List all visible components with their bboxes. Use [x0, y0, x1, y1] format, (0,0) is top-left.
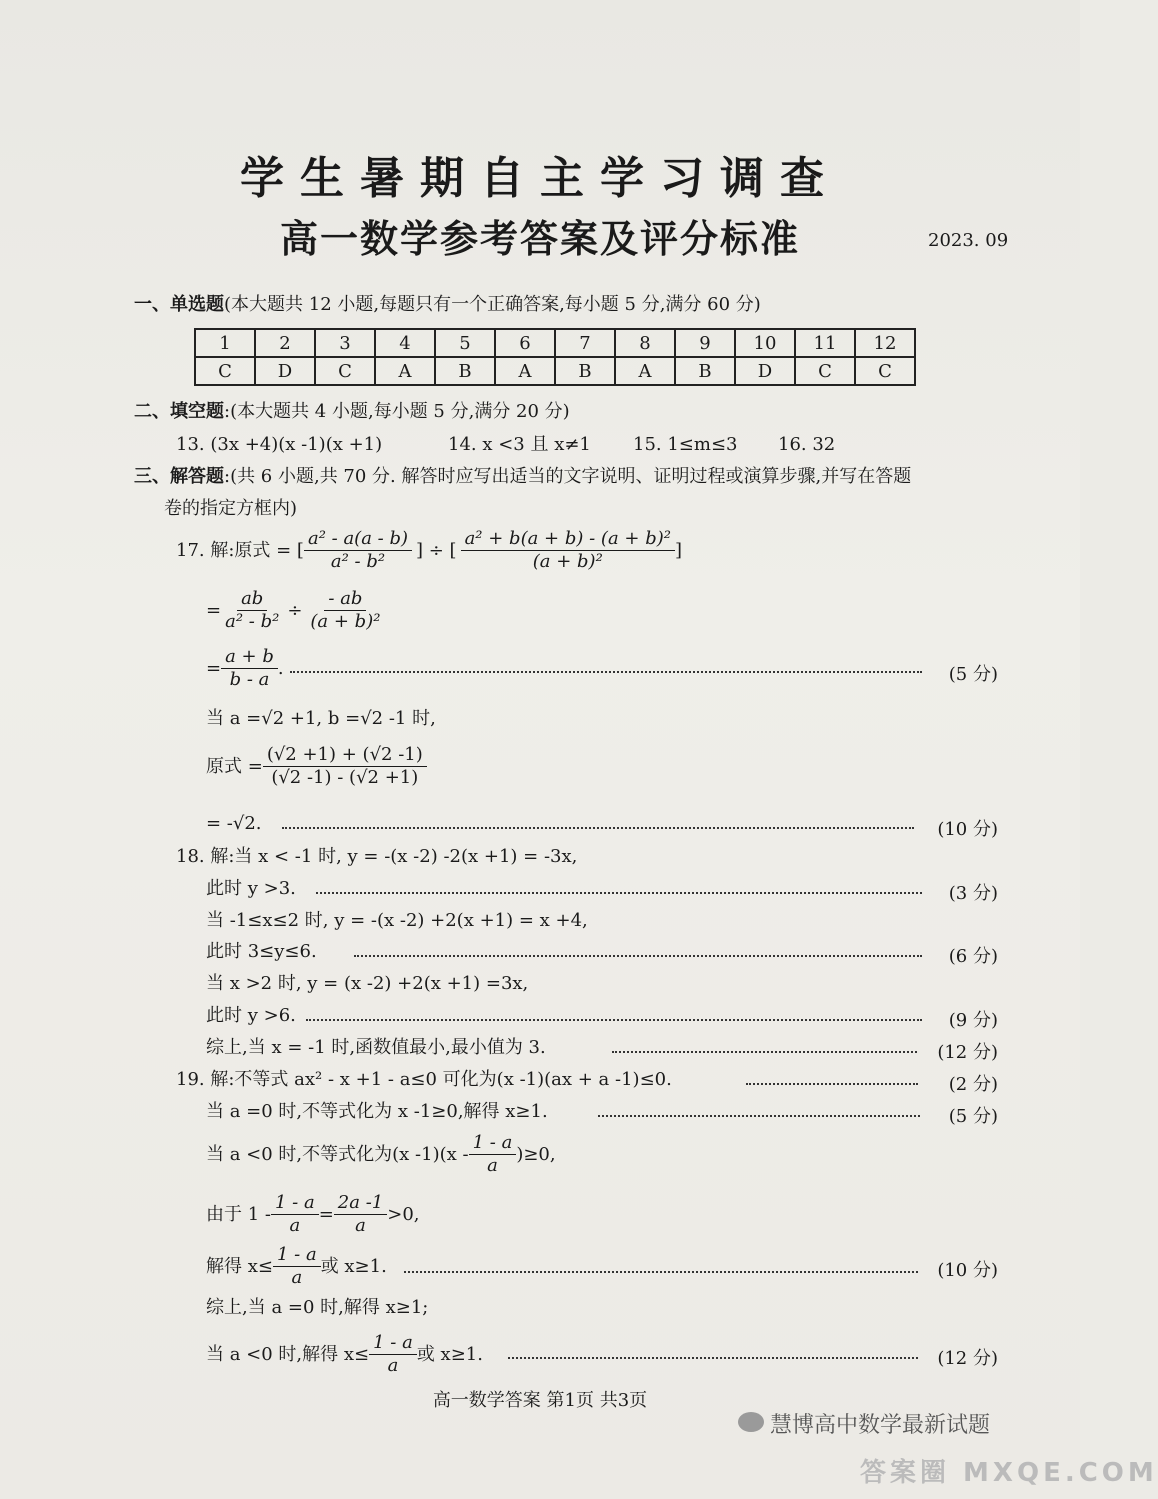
dotted-leader — [508, 1357, 918, 1359]
q18-score4: (12 分) — [937, 1042, 998, 1063]
q19-line5: 解得 x≤ $\frac{1 - a}{a}$ 或 x≥1. — [206, 1244, 387, 1288]
q19-l4-frac2: $\frac{2a -1}{a}$ — [334, 1194, 387, 1235]
dotted-leader — [290, 671, 922, 673]
q19-score4: (12 分) — [937, 1348, 998, 1369]
fill-answer-13: 13. (3x +4)(x -1)(x +1) — [176, 434, 383, 455]
q17-frac1: $\frac{\text{a² - a(a - b)}}{\text{a² - b²}}$ — [304, 530, 412, 571]
section1-heading — [134, 296, 761, 314]
q17-line3: = $\frac{a + b}{b - a}$ . — [206, 646, 284, 690]
dotted-leader — [612, 1051, 917, 1053]
dotted-leader — [746, 1083, 918, 1085]
q17-l2-frac1: $\frac{ab}{\text{a² - b²}}$ — [225, 588, 280, 632]
section3-desc: :(共 6 小题,共 70 分. 解答时应写出适当的文字说明、证明过程或演算步骤,并写在答题 — [224, 466, 912, 487]
q17-frac2: $\frac{\text{a² + b(a + b) - (a + b)²}}{\text{(a + b)²}}$ — [461, 530, 675, 571]
multiple-choice-answer-table — [194, 328, 916, 386]
q18-score2: (6 分) — [948, 946, 998, 967]
section2-title: 二、填空题 — [134, 401, 224, 422]
answer-letter-cell: C — [315, 357, 375, 385]
watermark-logo: 答案圈 MXQE.COM — [860, 1458, 1158, 1488]
q18-line4: 此时 3≤y≤6. — [206, 941, 317, 962]
section1-desc: (本大题共 12 小题,每题只有一个正确答案,每小题 5 分,满分 60 分) — [224, 294, 761, 315]
answer-letter-cell: C — [855, 357, 915, 385]
q18-line5: 当 x >2 时, y = (x -2) +2(x +1) =3x, — [206, 973, 529, 994]
dotted-leader — [598, 1115, 920, 1117]
question-number-cell: 11 — [795, 329, 855, 357]
dotted-leader — [404, 1271, 918, 1273]
exam-title: 学生暑期自主学习调查 — [240, 153, 840, 204]
exam-subtitle: 高一数学参考答案及评分标准 — [279, 217, 800, 261]
q18-score1: (3 分) — [948, 883, 998, 904]
section3-title: 三、解答题 — [134, 466, 224, 487]
answer-letter-cell: D — [255, 357, 315, 385]
q18-score3: (9 分) — [948, 1010, 998, 1031]
question-number-cell: 8 — [615, 329, 675, 357]
answer-letter-cell: C — [795, 357, 855, 385]
fill-answer-15: 15. 1≤m≤3 — [633, 434, 738, 455]
q19-score3: (10 分) — [937, 1260, 998, 1281]
question-number-cell: 4 — [375, 329, 435, 357]
section2-desc: :(本大题共 4 小题,每小题 5 分,满分 20 分) — [224, 401, 570, 422]
answer-letter-cell: B — [435, 357, 495, 385]
section1-title: 一、单选题 — [134, 294, 224, 315]
page-footer: 高一数学答案 第1页 共3页 — [432, 1390, 648, 1411]
section3-desc-cont: 卷的指定方框内) — [164, 498, 298, 519]
question-number-cell: 10 — [735, 329, 795, 357]
answer-letter-cell: B — [555, 357, 615, 385]
watermark-text: 慧博高中数学最新试题 — [770, 1413, 991, 1438]
wechat-icon — [738, 1412, 764, 1432]
answer-letter-cell: C — [195, 357, 255, 385]
answer-letter-row — [195, 357, 915, 385]
question-number-cell: 9 — [675, 329, 735, 357]
dotted-leader — [282, 827, 914, 829]
q18-line6: 此时 y >6. — [206, 1005, 296, 1026]
q17-l3-frac: $\frac{a + b}{b - a}$ — [221, 648, 278, 689]
q19-line4: 由于 1 - $\frac{1 - a}{a}$ = $\frac{2a -1}{a}$ >0, — [206, 1192, 420, 1236]
exam-date: 2023. 09 — [928, 230, 1009, 251]
q18-line3: 当 -1≤x≤2 时, y = -(x -2) +2(x +1) = x +4, — [206, 910, 588, 931]
q19-l4-frac1: $\frac{1 - a}{a}$ — [271, 1194, 319, 1235]
q17-line1: 17. 解:原式 = [ $\frac{\text{a² - a(a - b)}}{\text{a² - b²}}$ ] ÷ [ $\frac{\text{a² + b(a + b) - (a + b)²}}{\text{(a + b)²}}$ ] — [176, 528, 682, 572]
q19-l5-frac: $\frac{1 - a}{a}$ — [273, 1246, 321, 1287]
answer-letter-cell: A — [615, 357, 675, 385]
section2-heading — [134, 403, 570, 421]
q17-score2: (10 分) — [937, 819, 998, 840]
question-number-cell: 5 — [435, 329, 495, 357]
answer-letter-cell: A — [495, 357, 555, 385]
q19-line6: 综上,当 a =0 时,解得 x≥1; — [206, 1297, 429, 1318]
question-number-cell: 2 — [255, 329, 315, 357]
fill-answer-16: 16. 32 — [778, 434, 836, 455]
fill-answer-14: 14. x <3 且 x≠1 — [448, 434, 591, 455]
q17-line2: = $\frac{ab}{\text{a² - b²}}$ ÷ $\frac{- ab}{\text{(a + b)²}}$ — [206, 590, 384, 631]
q17-line5: 原式 = $\frac{(√2 +1) + (√2 -1)}{(√2 -1) - (√2 +1)}$ — [206, 746, 427, 787]
q17-l5-frac: $\frac{(√2 +1) + (√2 -1)}{(√2 -1) - (√2 +1)}$ — [263, 746, 427, 787]
q19-score2: (5 分) — [948, 1106, 998, 1127]
q19-line1: 19. 解:不等式 ax² - x +1 - a≤0 可化为(x -1)(ax + a -1)≤0. — [176, 1069, 672, 1090]
q19-line2: 当 a =0 时,不等式化为 x -1≥0,解得 x≥1. — [206, 1101, 548, 1122]
question-number-row — [195, 329, 915, 357]
q18-line1: 18. 解:当 x < -1 时, y = -(x -2) -2(x +1) = -3x, — [176, 846, 578, 867]
q17-label: 17. 解:原式 = [ — [176, 539, 304, 561]
question-number-cell: 1 — [195, 329, 255, 357]
question-number-cell: 7 — [555, 329, 615, 357]
q19-l7-frac: $\frac{1 - a}{a}$ — [369, 1334, 417, 1375]
answer-letter-cell: A — [375, 357, 435, 385]
answer-letter-cell: D — [735, 357, 795, 385]
q19-line7: 当 a <0 时,解得 x≤ $\frac{1 - a}{a}$ 或 x≥1. — [206, 1332, 483, 1376]
dotted-leader — [306, 1019, 922, 1021]
q18-line7: 综上,当 x = -1 时,函数值最小,最小值为 3. — [206, 1037, 546, 1058]
q17-l2-frac2: $\frac{- ab}{\text{(a + b)²}}$ — [310, 588, 381, 632]
q19-score1: (2 分) — [948, 1074, 998, 1095]
q19-line3: 当 a <0 时,不等式化为(x -1)(x - $\frac{1 - a}{a}$ )≥0, — [206, 1132, 556, 1176]
section3-heading — [134, 468, 911, 486]
q19-l3-frac: $\frac{1 - a}{a}$ — [469, 1134, 517, 1175]
q18-line2: 此时 y >3. — [206, 878, 296, 899]
dotted-leader — [316, 892, 922, 894]
q17-result: = -√2. — [206, 813, 262, 834]
dotted-leader — [354, 955, 922, 957]
question-number-cell: 6 — [495, 329, 555, 357]
q17-score1: (5 分) — [948, 664, 998, 685]
q17-condition: 当 a =√2 +1, b =√2 -1 时, — [206, 708, 436, 729]
answer-letter-cell: B — [675, 357, 735, 385]
question-number-cell: 3 — [315, 329, 375, 357]
question-number-cell: 12 — [855, 329, 915, 357]
